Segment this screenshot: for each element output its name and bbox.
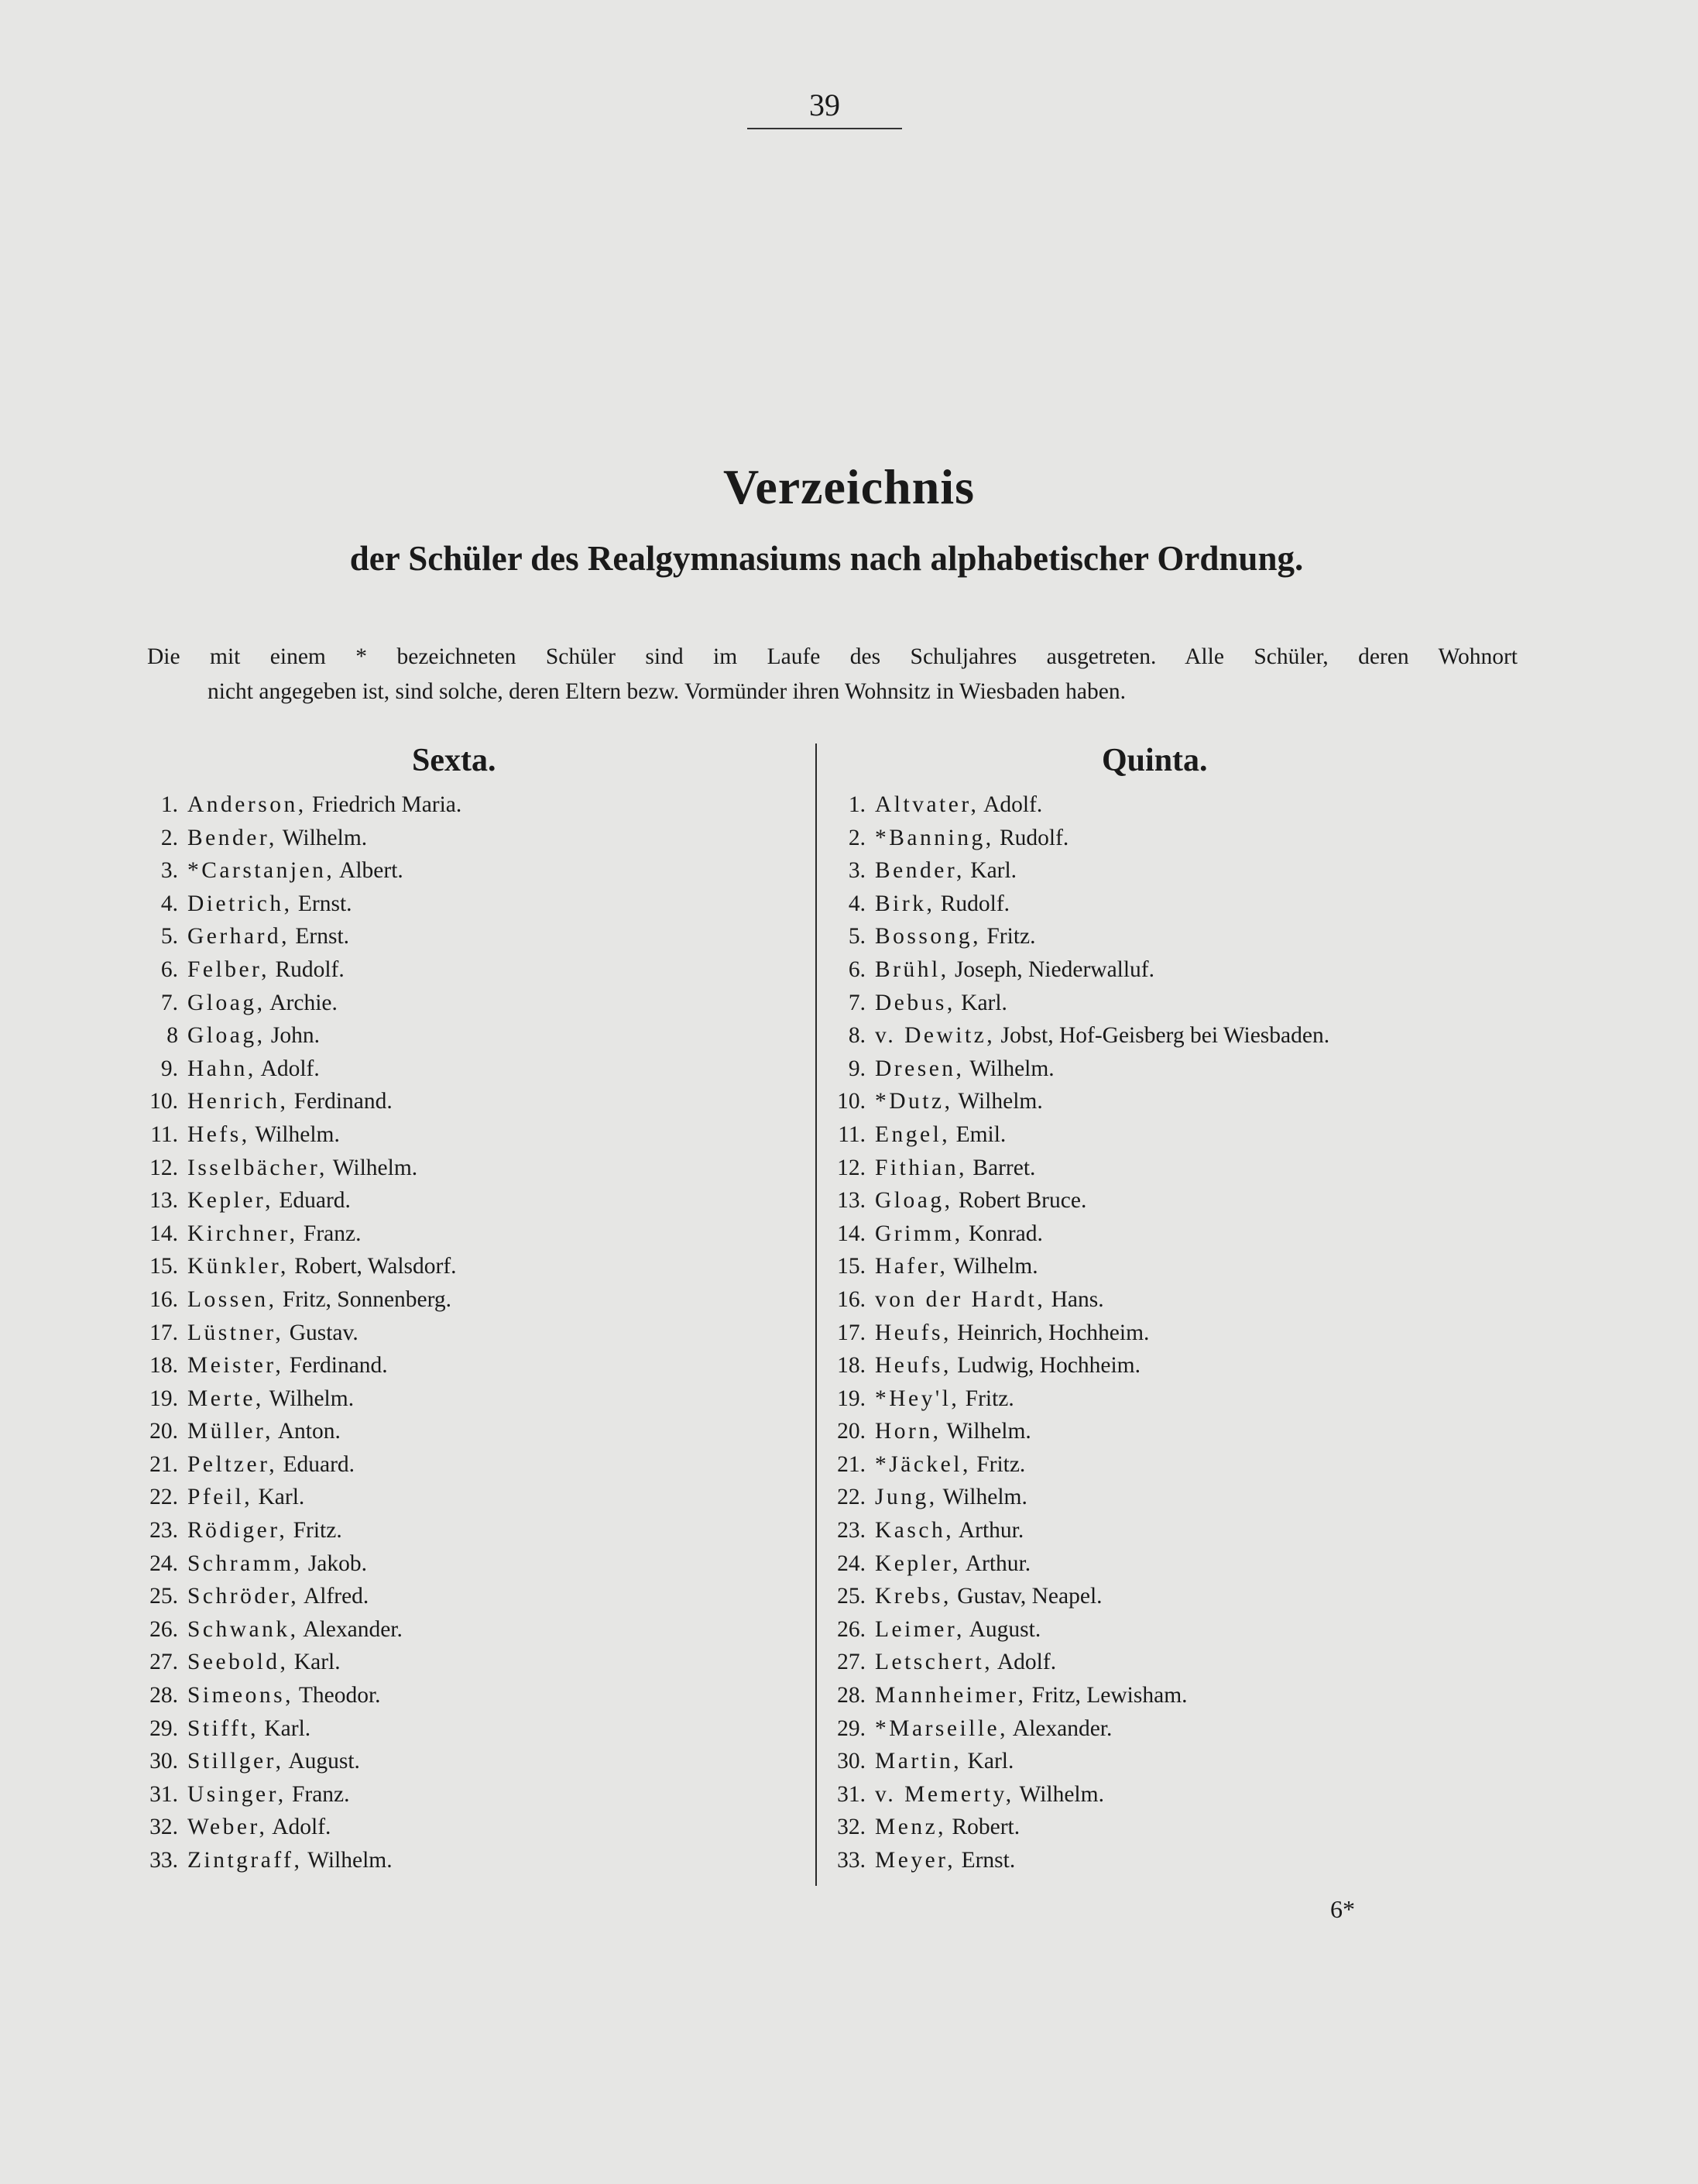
student-number: 17. bbox=[149, 1320, 178, 1345]
student-given-name: John. bbox=[270, 1023, 320, 1049]
student-surname: Dietrich, bbox=[187, 891, 293, 916]
student-entry bbox=[788, 1448, 1329, 1482]
student-number: 32. bbox=[149, 1815, 178, 1840]
student-given-name: Robert, Walsdorf. bbox=[294, 1254, 457, 1279]
student-surname: Simeons, bbox=[187, 1683, 293, 1708]
student-entry bbox=[788, 1514, 1329, 1547]
student-given-name: Robert Bruce. bbox=[958, 1188, 1087, 1214]
student-number: 27. bbox=[837, 1650, 866, 1675]
student-given-name: August. bbox=[969, 1616, 1041, 1642]
student-entry bbox=[101, 1250, 461, 1283]
student-number: 15. bbox=[837, 1254, 866, 1279]
student-surname: Schwank, bbox=[187, 1616, 299, 1642]
student-given-name: Gustav. bbox=[289, 1320, 358, 1345]
student-entry bbox=[788, 1811, 1329, 1844]
student-given-name: Fritz. bbox=[293, 1518, 342, 1544]
student-surname: Dresen, bbox=[875, 1056, 965, 1081]
student-number: 4. bbox=[848, 891, 866, 916]
student-surname: Grimm, bbox=[875, 1221, 963, 1246]
student-surname: Pfeil, bbox=[187, 1485, 253, 1510]
student-number: 10. bbox=[837, 1089, 866, 1114]
student-entry bbox=[788, 1646, 1329, 1679]
student-entry bbox=[101, 1415, 461, 1448]
student-entry bbox=[101, 1019, 461, 1053]
student-surname: Schramm, bbox=[187, 1550, 303, 1576]
student-entry bbox=[788, 1053, 1329, 1086]
student-surname: Kasch, bbox=[875, 1518, 955, 1544]
student-entry bbox=[788, 987, 1329, 1020]
student-surname: Meyer, bbox=[875, 1848, 956, 1873]
student-entry bbox=[101, 1745, 461, 1778]
student-number: 8 bbox=[166, 1023, 178, 1049]
student-entry bbox=[101, 1712, 461, 1746]
student-number: 6. bbox=[848, 956, 866, 982]
student-surname: Heufs, bbox=[875, 1320, 952, 1345]
student-given-name: Wilhelm. bbox=[282, 825, 368, 850]
student-number: 22. bbox=[149, 1485, 178, 1510]
student-given-name: Karl. bbox=[967, 1749, 1014, 1774]
student-surname: Martin, bbox=[875, 1749, 962, 1774]
student-given-name: Wilhelm. bbox=[946, 1419, 1031, 1444]
student-entry bbox=[101, 1448, 461, 1482]
student-surname: Hafer, bbox=[875, 1254, 948, 1279]
student-number: 23. bbox=[837, 1518, 866, 1544]
student-entry bbox=[101, 1184, 461, 1217]
student-given-name: Eduard. bbox=[279, 1188, 351, 1214]
student-surname: Lossen, bbox=[187, 1286, 277, 1312]
student-entry bbox=[788, 1152, 1329, 1185]
student-entry bbox=[101, 822, 461, 855]
student-number: 21. bbox=[149, 1451, 178, 1477]
student-number: 24. bbox=[149, 1550, 178, 1576]
student-surname: Henrich, bbox=[187, 1089, 289, 1114]
student-entry bbox=[101, 1778, 461, 1811]
student-surname: Birk, bbox=[875, 891, 935, 916]
student-number: 7. bbox=[160, 990, 178, 1015]
student-entry bbox=[788, 1184, 1329, 1217]
student-given-name: Adolf. bbox=[260, 1056, 320, 1081]
student-entry bbox=[788, 920, 1329, 953]
student-number: 12. bbox=[149, 1155, 178, 1180]
student-given-name: Wilhelm. bbox=[958, 1089, 1043, 1114]
student-surname: *Dutz, bbox=[875, 1089, 953, 1114]
student-surname: Leimer, bbox=[875, 1616, 965, 1642]
student-number: 2. bbox=[160, 825, 178, 850]
student-surname: Anderson, bbox=[187, 792, 307, 817]
student-entry bbox=[101, 1382, 461, 1416]
student-number: 16. bbox=[149, 1286, 178, 1312]
student-number: 26. bbox=[149, 1616, 178, 1642]
student-surname: Gloag, bbox=[187, 1023, 266, 1049]
student-entry bbox=[788, 1283, 1329, 1317]
student-number: 29. bbox=[149, 1715, 178, 1741]
student-surname: Engel, bbox=[875, 1121, 951, 1147]
student-given-name: Emil. bbox=[955, 1121, 1007, 1147]
student-given-name: Wilhelm. bbox=[942, 1485, 1027, 1510]
student-given-name: Ernst. bbox=[297, 891, 352, 916]
student-surname: Heufs, bbox=[875, 1353, 952, 1379]
student-given-name: Heinrich, Hochheim. bbox=[957, 1320, 1150, 1345]
page-subtitle: der Schüler des Realgymnasiums nach alphabetischer Ordnung. bbox=[349, 539, 1304, 578]
student-number: 10. bbox=[149, 1089, 178, 1114]
explanatory-note bbox=[147, 640, 1518, 709]
student-number: 24. bbox=[837, 1550, 866, 1576]
student-entry bbox=[101, 888, 461, 921]
student-number: 33. bbox=[149, 1848, 178, 1873]
student-entry bbox=[788, 1382, 1329, 1416]
student-surname: *Carstanjen, bbox=[187, 858, 335, 884]
student-surname: Isselbächer, bbox=[187, 1155, 328, 1180]
student-surname: *Jäckel, bbox=[875, 1451, 971, 1477]
student-surname: *Banning, bbox=[875, 825, 994, 850]
student-number: 13. bbox=[149, 1188, 178, 1214]
student-given-name: Fritz. bbox=[986, 924, 1036, 949]
student-given-name: Wilhelm. bbox=[1019, 1781, 1104, 1807]
student-entry bbox=[788, 1317, 1329, 1350]
student-surname: Weber, bbox=[187, 1815, 268, 1840]
student-number: 9. bbox=[160, 1056, 178, 1081]
student-given-name: Franz. bbox=[291, 1781, 350, 1807]
student-number: 32. bbox=[837, 1815, 866, 1840]
student-given-name: Karl. bbox=[970, 858, 1017, 884]
student-surname: v. Dewitz, bbox=[875, 1023, 996, 1049]
page-title: Verzeichnis bbox=[722, 459, 976, 514]
student-number: 23. bbox=[149, 1518, 178, 1544]
student-number: 18. bbox=[149, 1353, 178, 1379]
student-number: 31. bbox=[149, 1781, 178, 1807]
student-entry bbox=[788, 1844, 1329, 1877]
student-surname: Fithian, bbox=[875, 1155, 967, 1180]
student-surname: Brühl, bbox=[875, 956, 949, 982]
student-entry bbox=[788, 1250, 1329, 1283]
student-surname: v. Memerty, bbox=[875, 1781, 1014, 1807]
student-number: 19. bbox=[837, 1386, 866, 1411]
student-given-name: Rudolf. bbox=[275, 956, 345, 982]
student-given-name: Hans. bbox=[1051, 1286, 1104, 1312]
student-number: 8. bbox=[848, 1023, 866, 1049]
student-entry bbox=[101, 1118, 461, 1152]
student-entry bbox=[788, 1415, 1329, 1448]
student-number: 11. bbox=[150, 1121, 178, 1147]
student-number: 11. bbox=[838, 1121, 866, 1147]
student-surname: Gloag, bbox=[187, 990, 266, 1015]
sexta-student-list bbox=[101, 788, 461, 1877]
student-given-name: Friedrich Maria. bbox=[311, 792, 462, 817]
student-number: 16. bbox=[837, 1286, 866, 1312]
student-surname: Menz, bbox=[875, 1815, 947, 1840]
student-entry bbox=[788, 854, 1329, 888]
student-surname: Bender, bbox=[187, 825, 277, 850]
student-number: 25. bbox=[837, 1584, 866, 1609]
student-number: 25. bbox=[149, 1584, 178, 1609]
student-given-name: Albert. bbox=[339, 858, 403, 884]
student-entry bbox=[788, 1679, 1329, 1712]
student-entry bbox=[101, 1580, 461, 1613]
student-surname: Debus, bbox=[875, 990, 955, 1015]
student-entry bbox=[101, 1646, 461, 1679]
student-given-name: Joseph, Niederwalluf. bbox=[954, 956, 1155, 982]
student-entry bbox=[788, 1217, 1329, 1251]
student-number: 33. bbox=[837, 1848, 866, 1873]
student-surname: Hefs, bbox=[187, 1121, 250, 1147]
student-entry bbox=[788, 1580, 1329, 1613]
note-line-1: Die mit einem * bezeichneten Schüler sind im Laufe des Schuljahres ausgetreten. Alle Schüler, deren Wohnort bbox=[147, 644, 1518, 669]
student-number: 15. bbox=[149, 1254, 178, 1279]
student-number: 14. bbox=[837, 1221, 866, 1246]
student-surname: Rödiger, bbox=[187, 1518, 288, 1544]
student-entry bbox=[101, 1811, 461, 1844]
student-surname: Stillger, bbox=[187, 1749, 284, 1774]
student-entry bbox=[101, 1053, 461, 1086]
student-surname: Schröder, bbox=[187, 1584, 300, 1609]
student-surname: Jung, bbox=[875, 1485, 938, 1510]
student-given-name: Wilhelm. bbox=[255, 1121, 340, 1147]
student-entry bbox=[101, 1217, 461, 1251]
student-given-name: Theodor. bbox=[298, 1683, 381, 1708]
student-given-name: Anton. bbox=[277, 1419, 341, 1444]
student-entry bbox=[101, 1349, 461, 1382]
student-given-name: Wilhelm. bbox=[953, 1254, 1038, 1279]
student-entry bbox=[788, 1019, 1329, 1053]
student-number: 21. bbox=[837, 1451, 866, 1477]
student-given-name: Ludwig, Hochheim. bbox=[957, 1353, 1141, 1379]
student-given-name: Alexander. bbox=[1012, 1715, 1113, 1741]
student-entry bbox=[101, 1613, 461, 1647]
student-given-name: Ferdinand. bbox=[289, 1353, 388, 1379]
student-number: 5. bbox=[160, 924, 178, 949]
student-given-name: Arthur. bbox=[958, 1518, 1024, 1544]
student-number: 12. bbox=[837, 1155, 866, 1180]
student-surname: Bender, bbox=[875, 858, 965, 884]
student-given-name: Wilhelm. bbox=[332, 1155, 418, 1180]
student-given-name: Archie. bbox=[269, 990, 338, 1015]
student-surname: Horn, bbox=[875, 1419, 942, 1444]
student-entry bbox=[101, 1844, 461, 1877]
student-given-name: Fritz. bbox=[976, 1451, 1026, 1477]
student-number: 5. bbox=[848, 924, 866, 949]
student-surname: Müller, bbox=[187, 1419, 273, 1444]
quinta-student-list bbox=[788, 788, 1329, 1877]
student-given-name: Adolf. bbox=[983, 792, 1043, 817]
student-surname: Gerhard, bbox=[187, 924, 290, 949]
student-surname: Mannheimer, bbox=[875, 1683, 1027, 1708]
student-given-name: Karl. bbox=[961, 990, 1007, 1015]
student-entry bbox=[101, 1481, 461, 1514]
student-surname: Letschert, bbox=[875, 1650, 993, 1675]
student-surname: Altvater, bbox=[875, 792, 979, 817]
student-number: 7. bbox=[848, 990, 866, 1015]
student-entry bbox=[101, 987, 461, 1020]
student-entry bbox=[788, 1118, 1329, 1152]
student-number: 1. bbox=[848, 792, 866, 817]
student-number: 28. bbox=[837, 1683, 866, 1708]
student-given-name: Ernst. bbox=[295, 924, 350, 949]
student-surname: Merte, bbox=[187, 1386, 264, 1411]
student-entry bbox=[788, 888, 1329, 921]
note-line-2: nicht angegeben ist, sind solche, deren Eltern bezw. Vormünder ihren Wohnsitz in Wiesbaden haben. bbox=[208, 679, 1126, 704]
student-surname: Felber, bbox=[187, 956, 270, 982]
student-entry bbox=[788, 1547, 1329, 1581]
student-entry bbox=[788, 1349, 1329, 1382]
student-entry bbox=[101, 953, 461, 987]
student-given-name: Alfred. bbox=[303, 1584, 369, 1609]
student-surname: *Hey'l, bbox=[875, 1386, 960, 1411]
student-number: 20. bbox=[837, 1419, 866, 1444]
student-entry bbox=[101, 1547, 461, 1581]
student-given-name: Fritz, Sonnenberg. bbox=[282, 1286, 452, 1312]
student-given-name: Wilhelm. bbox=[307, 1848, 393, 1873]
student-number: 6. bbox=[160, 956, 178, 982]
student-entry bbox=[788, 788, 1329, 822]
student-number: 22. bbox=[837, 1485, 866, 1510]
student-surname: Peltzer, bbox=[187, 1451, 278, 1477]
student-entry bbox=[101, 788, 461, 822]
student-given-name: Rudolf. bbox=[940, 891, 1010, 916]
student-given-name: Jakob. bbox=[307, 1550, 368, 1576]
student-entry bbox=[788, 822, 1329, 855]
student-given-name: Robert. bbox=[952, 1815, 1021, 1840]
student-entry bbox=[101, 1152, 461, 1185]
student-number: 18. bbox=[837, 1353, 866, 1379]
student-given-name: Fritz, Lewisham. bbox=[1031, 1683, 1188, 1708]
student-number: 31. bbox=[837, 1781, 866, 1807]
student-given-name: Karl. bbox=[264, 1715, 311, 1741]
student-number: 13. bbox=[837, 1188, 866, 1214]
student-surname: von der Hardt, bbox=[875, 1286, 1046, 1312]
student-number: 19. bbox=[149, 1386, 178, 1411]
signature-mark: 6* bbox=[1330, 1895, 1355, 1923]
student-given-name: Konrad. bbox=[968, 1221, 1043, 1246]
student-number: 1. bbox=[160, 792, 178, 817]
student-entry bbox=[101, 1514, 461, 1547]
student-given-name: Karl. bbox=[293, 1650, 341, 1675]
student-number: 30. bbox=[149, 1749, 178, 1774]
student-surname: Zintgraff, bbox=[187, 1848, 303, 1873]
page-number: 39 bbox=[747, 87, 902, 129]
student-given-name: Karl. bbox=[258, 1485, 305, 1510]
student-number: 14. bbox=[149, 1221, 178, 1246]
student-number: 2. bbox=[848, 825, 866, 850]
student-given-name: August. bbox=[288, 1749, 360, 1774]
student-entry bbox=[101, 1317, 461, 1350]
student-number: 28. bbox=[149, 1683, 178, 1708]
student-given-name: Gustav, Neapel. bbox=[957, 1584, 1103, 1609]
student-entry bbox=[101, 920, 461, 953]
student-given-name: Adolf. bbox=[272, 1815, 331, 1840]
student-entry bbox=[101, 854, 461, 888]
student-surname: Kepler, bbox=[875, 1550, 961, 1576]
student-given-name: Adolf. bbox=[997, 1650, 1057, 1675]
student-surname: Meister, bbox=[187, 1353, 284, 1379]
student-given-name: Alexander. bbox=[303, 1616, 403, 1642]
student-number: 9. bbox=[848, 1056, 866, 1081]
student-given-name: Fritz. bbox=[965, 1386, 1014, 1411]
student-surname: Bossong, bbox=[875, 924, 982, 949]
student-number: 26. bbox=[837, 1616, 866, 1642]
student-surname: Gloag, bbox=[875, 1188, 953, 1214]
student-number: 4. bbox=[160, 891, 178, 916]
student-surname: Seebold, bbox=[187, 1650, 289, 1675]
student-entry bbox=[101, 1679, 461, 1712]
student-given-name: Ernst. bbox=[961, 1848, 1016, 1873]
student-given-name: Wilhelm. bbox=[269, 1386, 355, 1411]
student-entry bbox=[788, 1745, 1329, 1778]
student-entry bbox=[101, 1085, 461, 1118]
student-number: 30. bbox=[837, 1749, 866, 1774]
student-given-name: Jobst, Hof-Geisberg bei Wiesbaden. bbox=[1000, 1023, 1330, 1049]
student-surname: Lüstner, bbox=[187, 1320, 284, 1345]
student-surname: Usinger, bbox=[187, 1781, 286, 1807]
student-given-name: Franz. bbox=[303, 1221, 362, 1246]
student-number: 17. bbox=[837, 1320, 866, 1345]
student-given-name: Rudolf. bbox=[999, 825, 1069, 850]
student-given-name: Barret. bbox=[972, 1155, 1036, 1180]
student-entry bbox=[788, 1778, 1329, 1811]
student-surname: Kirchner, bbox=[187, 1221, 298, 1246]
student-entry bbox=[788, 1712, 1329, 1746]
sexta-heading: Sexta. bbox=[412, 743, 496, 778]
student-number: 29. bbox=[837, 1715, 866, 1741]
quinta-heading: Quinta. bbox=[1102, 743, 1208, 778]
student-surname: Hahn, bbox=[187, 1056, 256, 1081]
student-entry bbox=[101, 1283, 461, 1317]
student-entry bbox=[788, 1085, 1329, 1118]
student-entry bbox=[788, 1481, 1329, 1514]
student-number: 3. bbox=[160, 858, 178, 884]
student-number: 27. bbox=[149, 1650, 178, 1675]
student-entry bbox=[788, 1613, 1329, 1647]
student-number: 3. bbox=[848, 858, 866, 884]
student-given-name: Ferdinand. bbox=[293, 1089, 393, 1114]
student-surname: Stifft, bbox=[187, 1715, 259, 1741]
student-entry bbox=[788, 953, 1329, 987]
student-surname: Kepler, bbox=[187, 1188, 273, 1214]
student-surname: Krebs, bbox=[875, 1584, 952, 1609]
student-given-name: Eduard. bbox=[283, 1451, 355, 1477]
student-given-name: Arthur. bbox=[965, 1550, 1031, 1576]
student-surname: Künkler, bbox=[187, 1254, 289, 1279]
student-given-name: Wilhelm. bbox=[969, 1056, 1055, 1081]
student-surname: *Marseille, bbox=[875, 1715, 1009, 1741]
student-number: 20. bbox=[149, 1419, 178, 1444]
